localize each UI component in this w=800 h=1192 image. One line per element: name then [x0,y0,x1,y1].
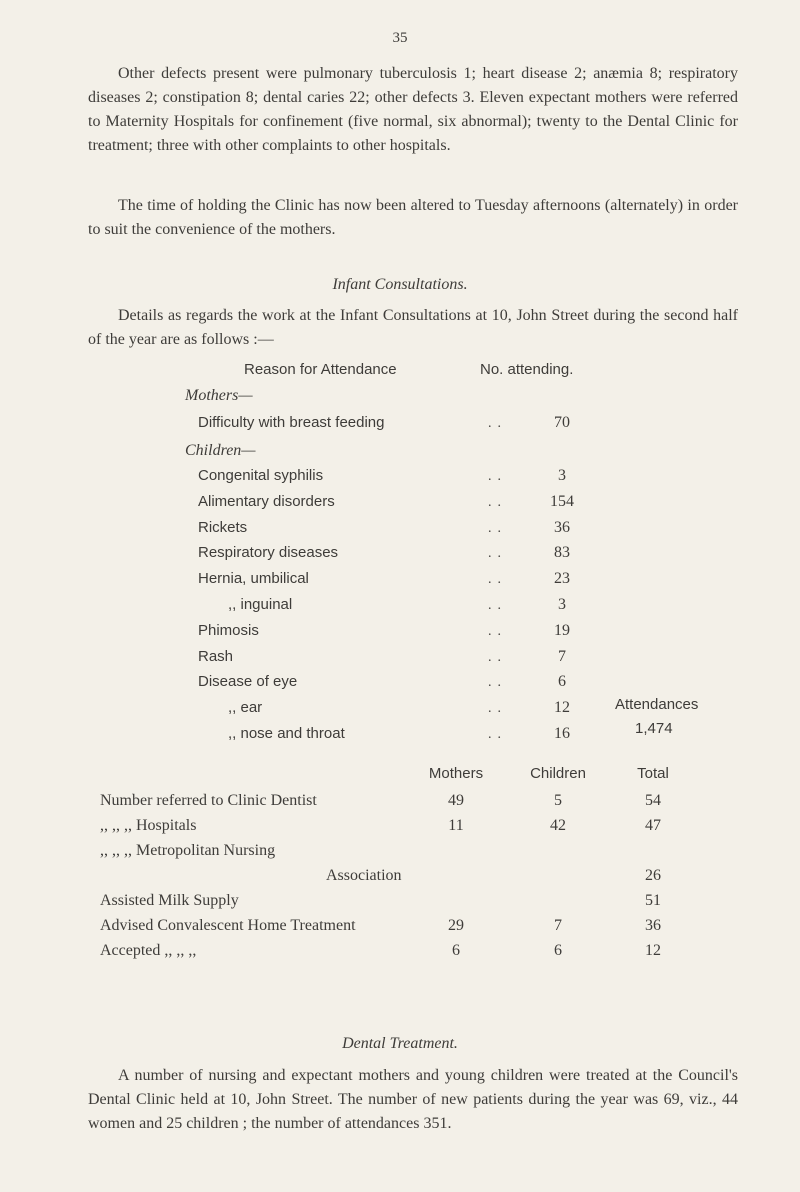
row-label: Respiratory diseases [198,544,339,561]
row-label: Disease of eye [198,673,298,690]
referral-cell-children: 7 [554,917,562,934]
attendances-value: 1,474 [635,720,673,737]
group-label-mothers: Mothers— [185,387,253,404]
referral-cell-children: 42 [550,817,566,834]
leader-dots: .. [488,650,507,665]
referral-row-label: ,, ,, ,, Metropolitan Nursing [100,842,276,859]
leader-dots: .. [488,495,507,510]
referral-cell-total: 51 [645,892,661,909]
paragraph-clinic-time: The time of holding the Clinic has now been altered to Tuesday afternoons (alternately) in order to suit the convenience of the mothers. [88,197,738,238]
leader-dots: .. [488,521,507,536]
referral-cell-total: 12 [645,942,661,959]
row-label: Hernia, umbilical [198,570,309,587]
row-label: Difficulty with breast feeding [198,414,385,431]
leader-dots: .. [488,675,507,690]
row-value: 19 [554,622,570,639]
leader-dots: .. [488,598,507,613]
paragraph-other-defects: Other defects present were pulmonary tuberculosis 1; heart disease 2; anæmia 8; respiratory diseases 2; constipation 8; dental caries 22; other defects 3. Eleven expectant mothers were referred to Maternity Hospitals for confinement (five normal, six abnormal); twenty to the Dental Clinic for treatment; three with other complaints to other hospitals. [88,65,738,154]
leader-dots: .. [488,469,507,484]
row-label: Rickets [198,519,248,536]
leader-dots: .. [488,572,507,587]
referral-cell-total: 26 [645,867,661,884]
referral-cell-mothers: 6 [452,942,460,959]
row-label: Congenital syphilis [198,467,324,484]
row-label: ,, ear [228,699,263,716]
paragraph-dental: A number of nursing and expectant mothers and young children were treated at the Council's Dental Clinic held at 10, John Street. The number of new patients during the year was 69, viz., 44 women and 25 children ; the number of attendances 351. [88,1067,738,1132]
referral-cell-mothers: 11 [448,817,464,834]
row-value: 16 [554,725,570,742]
row-value: 6 [558,673,566,690]
referral-cell-total: 54 [645,792,661,809]
referral-cell-total: 47 [645,817,661,834]
referral-cell-children: 5 [554,792,562,809]
row-label: Phimosis [198,622,259,639]
leader-dots: .. [488,727,507,742]
referral-cell-children: 6 [554,942,562,959]
referral-row-label-continued: Association [326,867,402,884]
col-header-total: Total [637,765,669,782]
row-label: Rash [198,648,234,665]
leader-dots: .. [488,624,507,639]
col-header-reason: Reason for Attendance [244,361,397,378]
referral-cell-total: 36 [645,917,661,934]
referral-row-label: Accepted ,, ,, ,, [100,942,197,959]
row-label: ,, nose and throat [228,725,345,742]
leader-dots: .. [488,701,507,716]
row-label: Alimentary disorders [198,493,335,510]
paragraph-infant-details: Details as regards the work at the Infant Consultations at 10, John Street during the second half of the year are as follows :— [88,307,738,348]
attendances-label: Attendances [615,696,699,713]
referral-row-label: Number referred to Clinic Dentist [100,792,317,809]
row-value: 3 [558,467,566,484]
col-header-mothers: Mothers [428,765,484,782]
referral-row-label: ,, ,, ,, Hospitals [100,817,197,834]
row-value: 7 [558,648,566,665]
group-label-children: Children— [185,442,256,459]
row-value: 70 [554,414,570,431]
row-value: 23 [554,570,570,587]
referral-row-label: Assisted Milk Supply [100,892,239,909]
row-value: 3 [558,596,566,613]
row-value: 36 [554,519,570,536]
row-label: ,, inguinal [228,596,293,613]
row-value: 154 [550,493,574,510]
page-number: 35 [392,30,408,46]
row-value: 83 [554,544,570,561]
row-value: 12 [554,699,570,716]
heading-infant-consultations: Infant Consultations. [332,276,468,293]
leader-dots: .. [488,416,507,431]
referral-cell-mothers: 49 [448,792,464,809]
col-header-number: No. attending. [480,361,574,378]
leader-dots: .. [488,546,507,561]
col-header-children: Children [530,765,586,782]
referral-row-label: Advised Convalescent Home Treatment [100,917,356,934]
heading-dental-treatment: Dental Treatment. [342,1035,458,1052]
referral-cell-mothers: 29 [448,917,464,934]
